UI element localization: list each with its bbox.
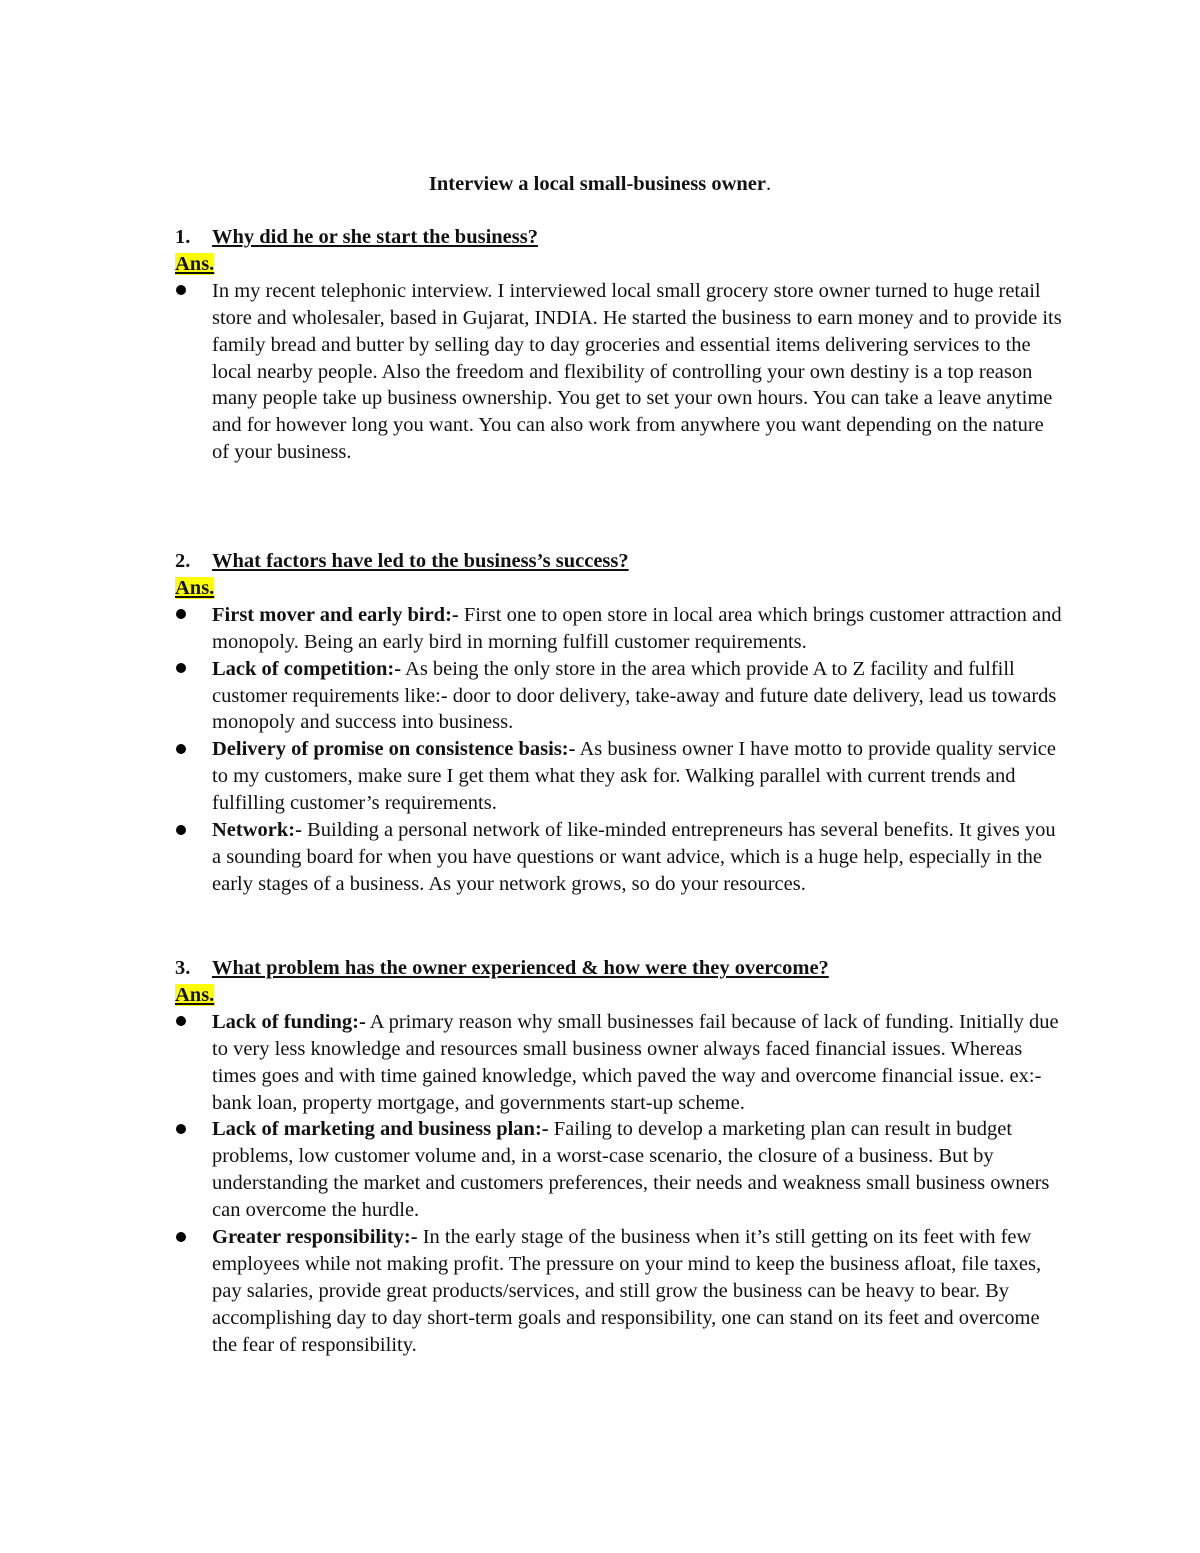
- bullet-icon: [176, 1016, 186, 1026]
- bullet-lead: Network:-: [212, 819, 302, 842]
- bullet-icon: [176, 825, 186, 835]
- question-number: 2.: [175, 550, 191, 572]
- question-section-3: [175, 955, 1065, 1359]
- list-item: [175, 1116, 1065, 1224]
- title-text: Interview a local small-business owner: [428, 173, 766, 195]
- question-number: 1.: [175, 226, 191, 248]
- answer-label: Ans.: [175, 576, 215, 599]
- question-heading: [175, 955, 1065, 982]
- question-number: 3.: [175, 957, 191, 979]
- bullet-text: As business owner I have motto to provide quality service to my customers, make sure I get them what they ask for. Walking parallel with current trends and fulfilling customer’s requirements.: [212, 738, 1056, 815]
- answer-list: [175, 602, 1065, 898]
- bullet-lead: Lack of competition:-: [212, 657, 402, 680]
- answer-list: [175, 278, 1065, 466]
- answer-label: Ans.: [175, 252, 215, 275]
- bullet-lead: Greater responsibility:-: [212, 1226, 418, 1249]
- list-item: [175, 1224, 1065, 1359]
- bullet-text: Building a personal network of like-minded entrepreneurs has several benefits. It gives you a sounding board for when you have questions or want advice, which is a huge help, especially in the early stages of a business. As your network grows, so do your resources.: [212, 819, 1056, 895]
- question-section-1: [175, 224, 1065, 466]
- bullet-text: In my recent telephonic interview. I interviewed local small grocery store owner turned to huge retail store and wholesaler, based in Gujarat, INDIA. He started the business to earn money and to provide its family bread and butter by selling day to day groceries and essential items delivering services to the local nearby people. Also the freedom and flexibility of controlling your own destiny is a top reason many people take up business ownership. You get to set your own hours. You can take a leave anytime and for however long you want. You can also work from anywhere you want depending on the nature of your business.: [212, 279, 1062, 464]
- list-item: [175, 736, 1065, 817]
- bullet-lead: Lack of marketing and business plan:-: [212, 1118, 549, 1141]
- list-item: [175, 817, 1065, 898]
- question-heading: [175, 224, 1065, 251]
- question-text: Why did he or she start the business?: [212, 226, 538, 248]
- question-section-2: [175, 548, 1065, 898]
- list-item: [175, 656, 1065, 737]
- list-item: [175, 602, 1065, 656]
- bullet-lead: Lack of funding:-: [212, 1010, 366, 1033]
- answer-label: Ans.: [175, 983, 215, 1006]
- bullet-text: First one to open store in local area which brings customer attraction and monopoly. Being an early bird in morning fulfill customer requirements.: [212, 603, 1062, 653]
- question-text: What problem has the owner experienced & how were they overcome?: [212, 957, 829, 979]
- question-text: What factors have led to the business’s success?: [212, 550, 629, 572]
- document-title: [0, 170, 1200, 198]
- bullet-icon: [176, 1232, 186, 1242]
- bullet-icon: [176, 285, 186, 295]
- title-period: .: [765, 173, 772, 195]
- bullet-text: A primary reason why small businesses fail because of lack of funding. Initially due to very less knowledge and resources small business owner always faced financial issues. Whereas times goes and with time gained knowledge, which paved the way and overcome financial issue. ex:- bank loan, property mortgage, and governments start-up scheme.: [212, 1010, 1059, 1114]
- bullet-icon: [176, 663, 186, 673]
- bullet-text: In the early stage of the business when it’s still getting on its feet with few employees while not making profit. The pressure on your mind to keep the business afloat, file taxes, pay salaries, provide great products/services, and still grow the business can be heavy to bear. By accomplishing day to day short-term goals and responsibility, one can stand on its feet and overcome the fear of responsibility.: [212, 1226, 1042, 1356]
- bullet-text: As being the only store in the area which provide A to Z facility and fulfill customer requirements like:- door to door delivery, take-away and future date delivery, lead us towards monopoly and success into business.: [212, 657, 1057, 734]
- bullet-icon: [176, 1124, 186, 1134]
- bullet-icon: [176, 744, 186, 754]
- answer-list: [175, 1009, 1065, 1359]
- bullet-lead: First mover and early bird:-: [212, 603, 459, 626]
- bullet-icon: [176, 609, 186, 619]
- list-item: [175, 278, 1065, 466]
- question-heading: [175, 548, 1065, 575]
- list-item: [175, 1009, 1065, 1117]
- bullet-lead: Delivery of promise on consistence basis:-: [212, 738, 576, 761]
- bullet-text: Failing to develop a marketing plan can result in budget problems, low customer volume and, in a worst-case scenario, the closure of a business. But by understanding the market and customers preferences, their needs and weakness small business owners can overcome the hurdle.: [212, 1118, 1050, 1222]
